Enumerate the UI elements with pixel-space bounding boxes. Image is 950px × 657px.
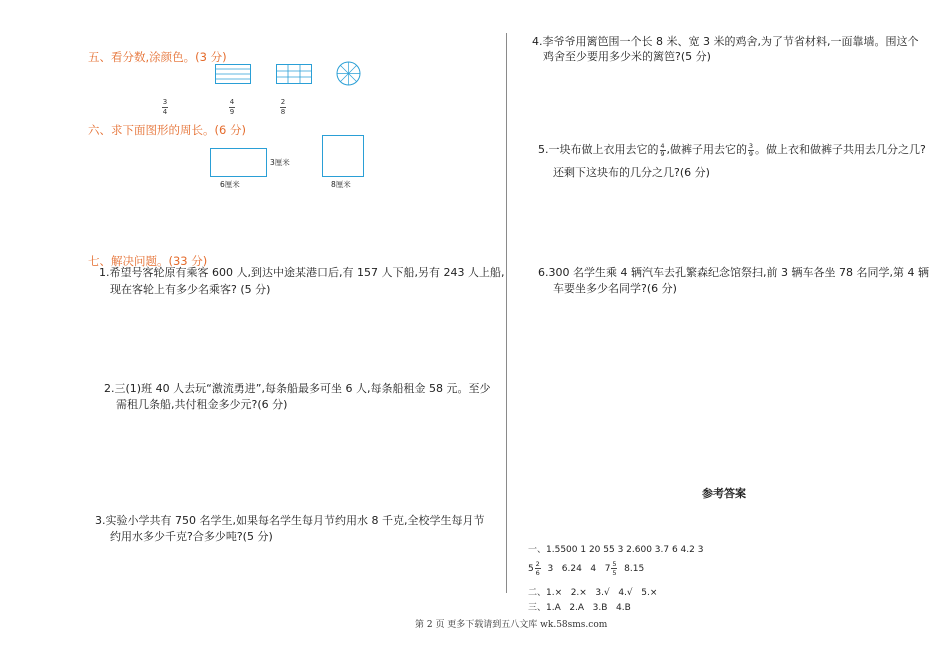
answers-row-2: 5 $\frac{2}{6}$ 3 6.24 4 7 $\frac{5}{5}$ 8.15 (528, 560, 645, 577)
question-6-line-1: 6.300 名学生乘 4 辆汽车去孔繁森纪念馆祭扫,前 3 辆车各坐 78 名同学,第 4 辆 (538, 266, 929, 279)
rectangle-figure (210, 148, 267, 177)
question-2-line-2: 需租几条船,共付租金多少元?(6 分) (116, 398, 288, 411)
answers-title: 参考答案 (702, 487, 746, 500)
page-footer: 第 2 页 更多下载请到五八文库 wk.58sms.com (415, 620, 608, 630)
question-6-line-2: 车要坐多少名同学?(6 分) (553, 282, 677, 295)
answers-row-3: 二、1.× 2.× 3.√ 4.√ 5.× (528, 588, 658, 598)
grid-rectangle-figure (276, 64, 312, 84)
section-5-title: 五、看分数,涂颜色。(3 分) (88, 50, 227, 64)
question-4-line-1: 4.李爷爷用篱笆围一个长 8 米、宽 3 米的鸡舍,为了节省材料,一面靠墙。围这个 (532, 35, 919, 48)
question-1-line-2: 现在客轮上有多少名乘客? (5 分) (110, 283, 271, 296)
fraction-four-ninths-inline: $\frac{4}{9}$ (660, 141, 665, 158)
fraction-three-quarters: 3 4 (162, 98, 168, 116)
column-divider (506, 33, 507, 593)
question-5-line-2: 还剩下这块布的几分之几?(6 分) (553, 166, 710, 179)
question-1-line-1: 1.希望号客轮原有乘客 600 人,到达中途某港口后,有 157 人下船,另有 243 人上船, (99, 266, 505, 279)
square-side-label: 8厘米 (331, 180, 351, 189)
square-figure (322, 135, 364, 177)
fraction-four-ninths: 4 9 (229, 98, 235, 116)
section-7-title: 七、解决问题。(33 分) (88, 254, 208, 268)
question-4-line-2: 鸡舍至少要用多少米的篱笆?(5 分) (543, 50, 711, 63)
question-3-line-1: 3.实验小学共有 750 名学生,如果每名学生每月节约用水 8 千克,全校学生每月节 (95, 514, 485, 527)
fraction-two-sixths-inline: $\frac{2}{6}$ (535, 560, 540, 577)
fraction-five-fifths-inline: $\frac{5}{5}$ (612, 560, 617, 577)
rectangle-height-label: 3厘米 (270, 158, 290, 167)
divided-circle-figure (336, 61, 361, 86)
fraction-two-eighths: 2 8 (280, 98, 286, 116)
fraction-three-ninths-inline: $\frac{3}{9}$ (748, 141, 754, 158)
question-3-line-2: 约用水多少千克?合多少吨?(5 分) (110, 530, 273, 543)
striped-rectangle-figure (215, 64, 251, 84)
section-6-title: 六、求下面图形的周长。(6 分) (88, 123, 246, 137)
answers-row-4: 三、1.A 2.A 3.B 4.B (528, 603, 631, 613)
rectangle-width-label: 6厘米 (220, 180, 240, 189)
answers-row-1: 一、1.5500 1 20 55 3 2.600 3.7 6 4.2 3 (528, 545, 704, 555)
question-5-line-1: 5.一块布做上衣用去它的 $\frac{4}{9}$ ,做裤子用去它的 $\frac{3}{9}$ 。做上衣和做裤子共用去几分之几? (538, 141, 926, 158)
question-2-line-1: 2.三(1)班 40 人去玩“激流勇进”,每条船最多可坐 6 人,每条船租金 58 元。至少 (104, 382, 491, 395)
